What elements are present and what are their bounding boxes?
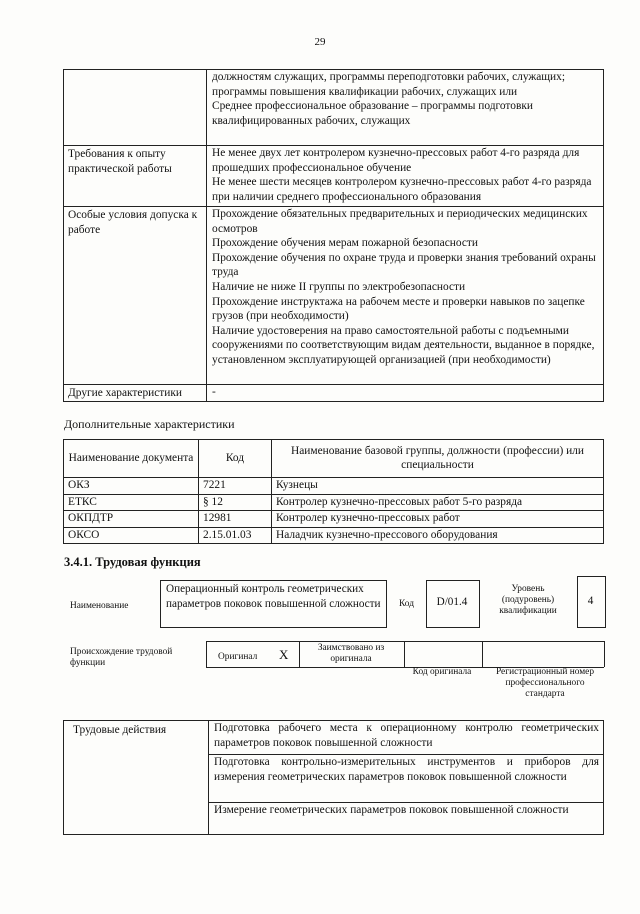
reg-number-label: Регистрационный номер профессионального стандарта: [495, 667, 595, 699]
origin-code-label: Код оригинала: [412, 667, 472, 677]
table-cell: ОКСО: [64, 527, 199, 544]
table-header-row: [64, 440, 604, 478]
origin-divider: [604, 641, 605, 667]
origin-divider: [404, 641, 405, 667]
code-label: Код: [399, 599, 414, 609]
row-label: [64, 70, 207, 146]
table-row: [64, 478, 604, 495]
content-line: Наличие не ниже II группы по электробезопасности: [212, 280, 466, 293]
column-header: Наименование документа: [64, 440, 199, 478]
row-label: Особые условия допуска к работе: [64, 207, 207, 385]
content-line: -: [212, 386, 216, 398]
name-label: Наименование: [70, 601, 129, 611]
requirements-table: [63, 69, 604, 402]
row-content: [207, 146, 604, 207]
level-label: Уровень (подуровень) квалификации: [499, 584, 557, 616]
section-title: 3.4.1. Трудовая функция: [64, 555, 201, 569]
row-label: Другие характеристики: [64, 385, 207, 402]
table-cell: Кузнецы: [272, 478, 604, 495]
row-label: Трудовые действия: [64, 721, 209, 835]
extra-characteristics-caption: Дополнительные характеристики: [64, 417, 235, 431]
table-row: [64, 385, 604, 402]
borrowed-label: Заимствовано из оригинала: [317, 643, 385, 664]
content-line: Не менее шести месяцев контролером кузнечно-прессовых работ 4-го разряда при наличии среднего профессионального образования: [212, 176, 592, 203]
row-content: [207, 207, 604, 385]
row-label: Требования к опыту практической работы: [64, 146, 207, 207]
level-value: 4: [587, 595, 594, 607]
table-cell: 12981: [199, 511, 272, 528]
table-cell: ЕТКС: [64, 494, 199, 511]
content-line: Среднее профессиональное образование – программы подготовки квалифицированных рабочих, служащих: [212, 100, 533, 127]
labor-action-item: Подготовка контрольно-измерительных инструментов и приборов для измерения геометрических параметров поковок повышенной сложности: [209, 755, 604, 803]
labor-action-item: Подготовка рабочего места к операционному контролю геометрических параметров поковок повышенной сложности: [209, 721, 604, 755]
row-content: [207, 70, 604, 146]
origin-divider: [299, 641, 300, 667]
table-row: [64, 207, 604, 385]
table-row: [64, 511, 604, 528]
table-cell: 2.15.01.03: [199, 527, 272, 544]
content-line: Наличие удостоверения на право самостоятельной работы с подъемными сооружениями по соответствующим видам деятельности, выданное в порядке, установленном эксплуатирующей организацией (при необходимости): [212, 324, 595, 366]
table-row: [64, 721, 604, 755]
name-value: Операционный контроль геометрических параметров поковок повышенной сложности: [166, 583, 381, 610]
origin-divider: [206, 641, 207, 667]
table-row: [64, 70, 604, 146]
table-row: [64, 146, 604, 207]
original-mark: X: [279, 647, 289, 662]
content-line: Прохождение обучения по охране труда и проверки знания требований охраны труда: [212, 251, 596, 279]
extra-characteristics-table: [63, 439, 604, 544]
code-value: D/01.4: [436, 596, 468, 608]
column-header: Наименование базовой группы, должности (профессии) или специальности: [272, 440, 604, 478]
table-cell: Контролер кузнечно-прессовых работ 5-го разряда: [272, 494, 604, 511]
table-cell: § 12: [199, 494, 272, 511]
table-cell: ОКЗ: [64, 478, 199, 495]
origin-top-line: [206, 641, 604, 642]
row-content: [207, 385, 604, 402]
page-number: 29: [314, 36, 326, 48]
content-line: Прохождение обязательных предварительных и периодических медицинских осмотров: [212, 208, 588, 235]
origin-divider: [482, 641, 483, 667]
table-row: [64, 494, 604, 511]
table-cell: Контролер кузнечно-прессовых работ: [272, 511, 604, 528]
table-cell: Наладчик кузнечно-прессового оборудования: [272, 527, 604, 544]
labor-action-item: Измерение геометрических параметров поковок повышенной сложности: [209, 803, 604, 835]
column-header: Код: [199, 440, 272, 478]
table-cell: 7221: [199, 478, 272, 495]
content-line: Прохождение обучения мерам пожарной безопасности: [212, 237, 478, 250]
content-line: должностям служащих, программы переподготовки рабочих, служащих; программы повышения квалификации рабочих, служащих или: [212, 71, 566, 98]
original-label: Оригинал: [218, 652, 258, 662]
table-row: [64, 527, 604, 544]
table-cell: ОКПДТР: [64, 511, 199, 528]
labor-actions-table: [63, 720, 604, 835]
origin-label: Происхождение трудовой функции: [70, 647, 173, 668]
content-line: Прохождение инструктажа на рабочем месте и проверки навыков по зацепке грузов (при необходимости): [212, 295, 585, 323]
content-line: Не менее двух лет контролером кузнечно-прессовых работ 4-го разряда для прошедших профессиональное обучение: [212, 147, 580, 174]
